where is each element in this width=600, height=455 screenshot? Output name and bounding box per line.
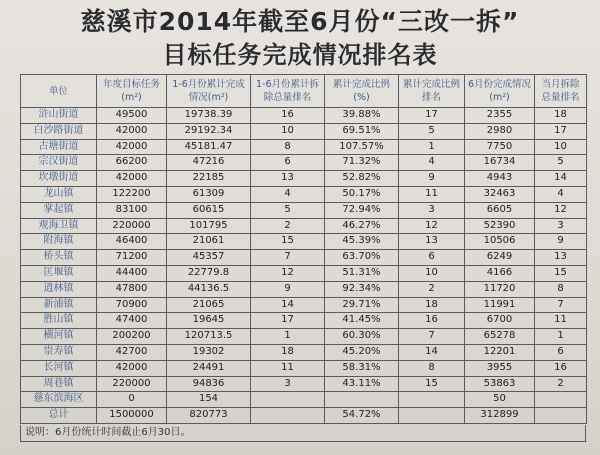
cell-june-completion: 32463 [465,186,535,202]
cell-monthly-rank: 9 [535,234,587,250]
cell-annual-target: 220000 [97,376,167,392]
cell-completion-ratio [325,392,399,408]
cell-unit: 龙山镇 [21,186,97,202]
cell-cumulative-completion: 154 [167,392,251,408]
header-completion-ratio: 累计完成比例(%) [325,75,399,108]
cell-completion-ratio: 54.72% [325,408,399,424]
cell-unit: 慈东滨海区 [21,392,97,408]
cell-june-completion: 50 [465,392,535,408]
cell-june-completion: 4943 [465,171,535,187]
cell-june-completion: 4166 [465,265,535,281]
cell-monthly-rank: 1 [535,329,587,345]
cell-cumulative-completion: 120713.5 [167,329,251,345]
cell-ratio-rank: 11 [399,186,465,202]
cell-unit: 掌起镇 [21,202,97,218]
table-row [21,376,587,392]
table-row [21,344,587,360]
cell-annual-target: 1500000 [97,408,167,424]
cell-monthly-rank: 17 [535,123,587,139]
cell-monthly-rank: 2 [535,376,587,392]
cell-june-completion: 6605 [465,202,535,218]
table-row [21,123,587,139]
cell-monthly-rank: 11 [535,313,587,329]
cell-june-completion: 52390 [465,218,535,234]
cell-cumulative-completion: 820773 [167,408,251,424]
cell-june-completion: 10506 [465,234,535,250]
cell-annual-target: 42000 [97,360,167,376]
cell-cumulative-completion: 19738.39 [167,108,251,124]
cell-cumulative-rank: 9 [251,281,325,297]
header-june-completion: 6月份完成情况(m²) [465,75,535,108]
cell-unit: 逍林镇 [21,281,97,297]
cell-cumulative-rank [251,392,325,408]
cell-annual-target: 47800 [97,281,167,297]
table-total-row [21,408,587,424]
table-row [21,392,587,408]
header-annual-target: 年度目标任务(m²) [97,75,167,108]
cell-ratio-rank: 9 [399,171,465,187]
cell-completion-ratio: 72.94% [325,202,399,218]
cell-completion-ratio: 60.30% [325,329,399,345]
header-unit: 单位 [21,75,97,108]
cell-completion-ratio: 52.82% [325,171,399,187]
cell-ratio-rank: 6 [399,250,465,266]
cell-completion-ratio: 71.32% [325,155,399,171]
cell-june-completion: 6700 [465,313,535,329]
table-row [21,329,587,345]
table-row [21,360,587,376]
cell-annual-target: 83100 [97,202,167,218]
cell-unit: 浒山街道 [21,108,97,124]
header-cumulative-rank: 1-6月份累计拆除总量排名 [251,75,325,108]
cell-cumulative-completion: 21061 [167,234,251,250]
cell-unit: 崇寿镇 [21,344,97,360]
cell-june-completion: 65278 [465,329,535,345]
cell-monthly-rank: 4 [535,186,587,202]
cell-unit: 古塘街道 [21,139,97,155]
cell-cumulative-completion: 44136.5 [167,281,251,297]
cell-cumulative-completion: 94836 [167,376,251,392]
cell-annual-target: 49500 [97,108,167,124]
cell-unit: 桥头镇 [21,250,97,266]
cell-completion-ratio: 58.31% [325,360,399,376]
cell-completion-ratio: 69.51% [325,123,399,139]
cell-ratio-rank: 5 [399,123,465,139]
cell-completion-ratio: 29.71% [325,297,399,313]
cell-completion-ratio: 50.17% [325,186,399,202]
cell-monthly-rank: 14 [535,171,587,187]
cell-cumulative-completion: 29192.34 [167,123,251,139]
cell-unit: 白沙路街道 [21,123,97,139]
cell-june-completion: 16734 [465,155,535,171]
cell-completion-ratio: 51.31% [325,265,399,281]
cell-cumulative-rank: 7 [251,250,325,266]
cell-cumulative-completion: 21065 [167,297,251,313]
cell-monthly-rank: 7 [535,297,587,313]
cell-june-completion: 2980 [465,123,535,139]
cell-completion-ratio: 39.88% [325,108,399,124]
cell-unit: 长河镇 [21,360,97,376]
cell-cumulative-rank: 15 [251,234,325,250]
table-row [21,171,587,187]
cell-completion-ratio: 46.27% [325,218,399,234]
cell-monthly-rank: 8 [535,281,587,297]
cell-annual-target: 42700 [97,344,167,360]
page-title: 慈溪市2014年截至6月份“三改一拆” [80,7,520,36]
table-row [21,139,587,155]
cell-annual-target: 70900 [97,297,167,313]
cell-cumulative-completion: 19645 [167,313,251,329]
cell-june-completion: 11720 [465,281,535,297]
cell-cumulative-rank: 2 [251,218,325,234]
table-header-row [21,75,587,108]
page-subtitle: 目标任务完成情况排名表 [162,41,438,69]
cell-unit: 坎墩街道 [21,171,97,187]
cell-annual-target: 47400 [97,313,167,329]
cell-unit: 宗汉街道 [21,155,97,171]
cell-completion-ratio: 107.57% [325,139,399,155]
table-row [21,281,587,297]
cell-ratio-rank: 10 [399,265,465,281]
cell-annual-target: 0 [97,392,167,408]
cell-annual-target: 66200 [97,155,167,171]
header-monthly-rank: 当月拆除总量排名 [535,75,587,108]
cell-cumulative-completion: 60615 [167,202,251,218]
cell-cumulative-rank: 13 [251,171,325,187]
cell-completion-ratio: 92.34% [325,281,399,297]
header-ratio-rank: 累计完成比例排名 [399,75,465,108]
cell-june-completion: 53863 [465,376,535,392]
table-row [21,234,587,250]
cell-june-completion: 2355 [465,108,535,124]
cell-unit: 胜山镇 [21,313,97,329]
cell-unit: 匡堰镇 [21,265,97,281]
cell-annual-target: 71200 [97,250,167,266]
cell-completion-ratio: 43.11% [325,376,399,392]
cell-completion-ratio: 45.20% [325,344,399,360]
cell-cumulative-rank: 4 [251,186,325,202]
table-row [21,155,587,171]
table-row [21,297,587,313]
footnote: 说明：6月份统计时间截止6月30日。 [20,425,586,442]
cell-annual-target: 46400 [97,234,167,250]
table-body [21,108,587,424]
cell-cumulative-completion: 45357 [167,250,251,266]
ranking-table [20,74,587,424]
cell-cumulative-rank: 14 [251,297,325,313]
cell-cumulative-rank: 12 [251,265,325,281]
cell-june-completion: 3955 [465,360,535,376]
cell-cumulative-rank: 3 [251,376,325,392]
cell-cumulative-rank: 1 [251,329,325,345]
cell-cumulative-completion: 47216 [167,155,251,171]
cell-annual-target: 42000 [97,123,167,139]
cell-annual-target: 220000 [97,218,167,234]
cell-ratio-rank: 16 [399,313,465,329]
cell-ratio-rank: 13 [399,234,465,250]
cell-june-completion: 11991 [465,297,535,313]
table-row [21,186,587,202]
cell-ratio-rank: 12 [399,218,465,234]
cell-unit: 横河镇 [21,329,97,345]
table-row [21,250,587,266]
cell-monthly-rank: 16 [535,360,587,376]
cell-cumulative-rank [251,408,325,424]
cell-cumulative-completion: 22185 [167,171,251,187]
cell-cumulative-rank: 11 [251,360,325,376]
cell-unit: 观海卫镇 [21,218,97,234]
cell-ratio-rank: 7 [399,329,465,345]
cell-monthly-rank: 5 [535,155,587,171]
cell-ratio-rank: 2 [399,281,465,297]
cell-ratio-rank: 8 [399,360,465,376]
cell-cumulative-completion: 19302 [167,344,251,360]
table-row [21,265,587,281]
cell-monthly-rank: 10 [535,139,587,155]
cell-annual-target: 42000 [97,139,167,155]
cell-cumulative-rank: 6 [251,155,325,171]
cell-june-completion: 7750 [465,139,535,155]
cell-completion-ratio: 45.39% [325,234,399,250]
cell-annual-target: 122200 [97,186,167,202]
table-row [21,202,587,218]
cell-unit: 周巷镇 [21,376,97,392]
cell-monthly-rank: 3 [535,218,587,234]
cell-cumulative-completion: 24491 [167,360,251,376]
cell-ratio-rank: 14 [399,344,465,360]
cell-unit: 附海镇 [21,234,97,250]
cell-completion-ratio: 63.70% [325,250,399,266]
cell-annual-target: 42000 [97,171,167,187]
cell-cumulative-rank: 18 [251,344,325,360]
cell-monthly-rank: 13 [535,250,587,266]
cell-monthly-rank [535,408,587,424]
cell-ratio-rank: 18 [399,297,465,313]
cell-cumulative-rank: 17 [251,313,325,329]
cell-june-completion: 12201 [465,344,535,360]
cell-cumulative-rank: 8 [251,139,325,155]
cell-cumulative-completion: 22779.8 [167,265,251,281]
cell-annual-target: 44400 [97,265,167,281]
cell-cumulative-completion: 45181.47 [167,139,251,155]
cell-completion-ratio: 41.45% [325,313,399,329]
cell-cumulative-rank: 16 [251,108,325,124]
cell-unit: 新浦镇 [21,297,97,313]
table-row [21,313,587,329]
cell-ratio-rank: 3 [399,202,465,218]
header-cumulative-completion: 1-6月份累计完成情况(m²) [167,75,251,108]
cell-monthly-rank: 6 [535,344,587,360]
cell-monthly-rank: 12 [535,202,587,218]
cell-ratio-rank: 17 [399,108,465,124]
table-row [21,218,587,234]
cell-cumulative-rank: 10 [251,123,325,139]
cell-ratio-rank: 15 [399,376,465,392]
cell-ratio-rank: 4 [399,155,465,171]
cell-monthly-rank: 18 [535,108,587,124]
cell-ratio-rank: 1 [399,139,465,155]
cell-ratio-rank [399,392,465,408]
cell-cumulative-completion: 101795 [167,218,251,234]
cell-unit: 总计 [21,408,97,424]
cell-annual-target: 200200 [97,329,167,345]
cell-monthly-rank: 15 [535,265,587,281]
cell-june-completion: 312899 [465,408,535,424]
cell-ratio-rank [399,408,465,424]
cell-cumulative-rank: 5 [251,202,325,218]
table-row [21,108,587,124]
cell-monthly-rank [535,392,587,408]
cell-june-completion: 6249 [465,250,535,266]
cell-cumulative-completion: 61309 [167,186,251,202]
